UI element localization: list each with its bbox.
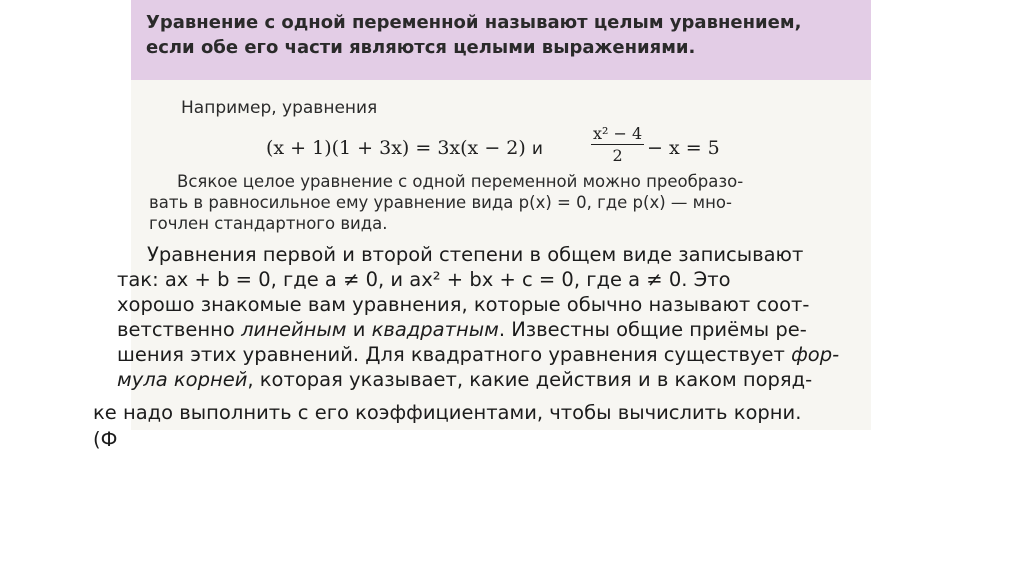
fraction-numerator: x² − 4: [593, 124, 643, 143]
paragraph-line-4-e: . Известны общие приёмы ре-: [498, 318, 807, 341]
paragraph-line-4-a: ветственно: [117, 318, 235, 341]
term-formula-part-1: фор-: [791, 343, 840, 366]
paragraph-line-6-b: , которая указывает, какие действия и в каком поряд-: [247, 368, 813, 391]
definition-line-2: если обе его части являются целыми выражениями.: [146, 37, 696, 58]
statement-line-2: вать в равносильное ему уравнение вида p(x) = 0, где p(x) — мно-: [149, 193, 732, 212]
paragraph-line-6: [117, 368, 812, 391]
definition-highlight-box: [131, 0, 871, 80]
equation-1-text: (x + 1)(1 + 3x) = 3x(x − 2): [266, 137, 526, 159]
fraction-denominator: 2: [612, 146, 623, 165]
paragraph-line-7: ке надо выполнить с его коэффициентами, чтобы вычислить корни.: [93, 401, 802, 424]
definition-line-1: Уравнение с одной переменной называют целым уравнением,: [146, 12, 802, 33]
statement-line-3: гочлен стандартного вида.: [149, 214, 388, 233]
paragraph-line-8-partial: (Ф: [93, 428, 118, 451]
paragraph-line-1: Уравнения первой и второй степени в общем виде записывают: [147, 243, 804, 266]
equation-conjunction: и: [531, 139, 543, 159]
paragraph-line-5-a: шения этих уравнений. Для квадратного уравнения существует: [117, 343, 785, 366]
paragraph-line-5: [117, 343, 839, 366]
statement-line-1: Всякое целое уравнение с одной переменной можно преобразо-: [177, 172, 744, 191]
paragraph-line-4: [117, 318, 807, 341]
example-intro: Например, уравнения: [181, 98, 378, 118]
term-quadratic: квадратным: [371, 318, 499, 341]
paragraph-line-3: хорошо знакомые вам уравнения, которые обычно называют соот-: [117, 293, 810, 316]
equation-1: [266, 137, 543, 159]
paragraph-line-2: так: ax + b = 0, где a ≠ 0, и ax² + bx + c = 0, где a ≠ 0. Это: [117, 268, 731, 291]
textbook-page-scan: [93, 0, 871, 451]
equation-2-fraction: [591, 124, 644, 165]
term-linear: линейным: [241, 318, 347, 341]
paragraph-line-4-c: и: [352, 318, 366, 341]
cut-off-line-region: [93, 420, 871, 451]
definition-text: [146, 10, 858, 60]
term-formula-part-2: мула корней: [117, 368, 248, 391]
equation-2-tail: − x = 5: [647, 137, 720, 159]
